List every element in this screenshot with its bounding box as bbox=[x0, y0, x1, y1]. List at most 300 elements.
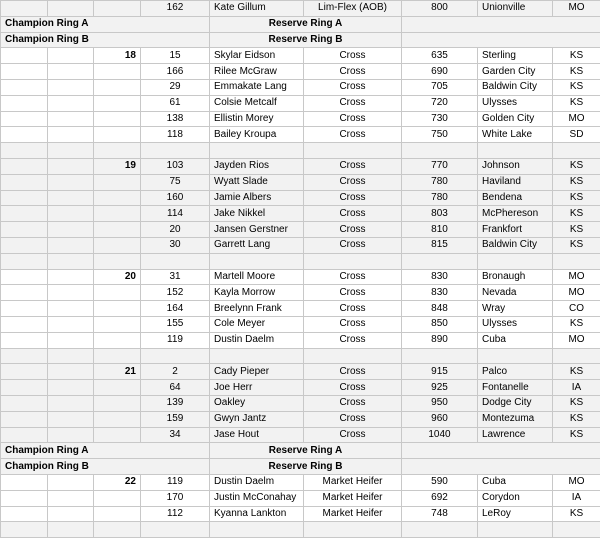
table-row bbox=[1, 79, 600, 95]
exhibitor-name: Kyanna Lankton bbox=[210, 506, 304, 522]
empty-cell bbox=[1, 222, 48, 238]
empty-cell bbox=[1, 490, 48, 506]
entry-number: 139 bbox=[141, 395, 210, 411]
breed: Cross bbox=[304, 427, 402, 443]
breed: Cross bbox=[304, 285, 402, 301]
weight: 830 bbox=[402, 285, 478, 301]
empty-cell bbox=[48, 237, 94, 253]
class-number: 22 bbox=[94, 474, 141, 490]
class-number bbox=[94, 174, 141, 190]
exhibitor-name: Garrett Lang bbox=[210, 237, 304, 253]
entry-number: 64 bbox=[141, 380, 210, 396]
empty-cell bbox=[48, 143, 94, 159]
entry-number: 159 bbox=[141, 411, 210, 427]
empty-cell bbox=[94, 348, 141, 364]
class-number: 21 bbox=[94, 364, 141, 380]
empty-cell bbox=[1, 506, 48, 522]
state: MO bbox=[553, 332, 600, 348]
reserve-ring-label: Reserve Ring A bbox=[210, 443, 402, 459]
breed: Cross bbox=[304, 127, 402, 143]
class-number bbox=[94, 222, 141, 238]
weight: 780 bbox=[402, 190, 478, 206]
state: KS bbox=[553, 48, 600, 64]
empty-cell bbox=[1, 158, 48, 174]
empty-cell bbox=[48, 316, 94, 332]
empty-cell bbox=[48, 48, 94, 64]
state: KS bbox=[553, 506, 600, 522]
city: Frankfort bbox=[478, 222, 553, 238]
champion-ring-label: Champion Ring A bbox=[1, 16, 210, 32]
empty-cell bbox=[1, 206, 48, 222]
entry-number: 34 bbox=[141, 427, 210, 443]
weight: 730 bbox=[402, 111, 478, 127]
entry-number: 114 bbox=[141, 206, 210, 222]
weight: 890 bbox=[402, 332, 478, 348]
state: KS bbox=[553, 79, 600, 95]
empty-cell bbox=[478, 143, 553, 159]
empty-cell bbox=[1, 427, 48, 443]
breed: Cross bbox=[304, 48, 402, 64]
entry-number: 155 bbox=[141, 316, 210, 332]
empty-cell bbox=[1, 48, 48, 64]
spacer-row bbox=[1, 522, 600, 538]
empty-cell bbox=[94, 522, 141, 538]
weight: 690 bbox=[402, 64, 478, 80]
class-number: 19 bbox=[94, 158, 141, 174]
empty-cell bbox=[553, 522, 600, 538]
class-number bbox=[94, 190, 141, 206]
empty-cell bbox=[1, 143, 48, 159]
empty-cell bbox=[48, 332, 94, 348]
weight: 950 bbox=[402, 395, 478, 411]
breed: Market Heifer bbox=[304, 490, 402, 506]
table-row bbox=[1, 111, 600, 127]
table-row bbox=[1, 395, 600, 411]
empty-cell bbox=[1, 64, 48, 80]
breed: Lim-Flex (AOB) bbox=[304, 1, 402, 17]
empty-cell bbox=[48, 111, 94, 127]
empty-cell bbox=[48, 253, 94, 269]
empty-cell bbox=[210, 348, 304, 364]
weight: 803 bbox=[402, 206, 478, 222]
breed: Cross bbox=[304, 190, 402, 206]
empty-cell bbox=[210, 253, 304, 269]
weight: 635 bbox=[402, 48, 478, 64]
exhibitor-name: Skylar Eidson bbox=[210, 48, 304, 64]
empty-cell bbox=[48, 411, 94, 427]
table-row bbox=[1, 364, 600, 380]
empty-cell bbox=[94, 253, 141, 269]
empty-cell bbox=[48, 364, 94, 380]
city: Johnson bbox=[478, 158, 553, 174]
empty-cell bbox=[141, 143, 210, 159]
breed: Cross bbox=[304, 395, 402, 411]
state: KS bbox=[553, 190, 600, 206]
table-row bbox=[1, 474, 600, 490]
class-number bbox=[94, 1, 141, 17]
empty-cell bbox=[304, 253, 402, 269]
empty-cell bbox=[1, 380, 48, 396]
exhibitor-name: Jamie Albers bbox=[210, 190, 304, 206]
table-row bbox=[1, 174, 600, 190]
exhibitor-name: Kate Gillum bbox=[210, 1, 304, 17]
empty-cell bbox=[402, 459, 600, 475]
weight: 770 bbox=[402, 158, 478, 174]
empty-cell bbox=[48, 190, 94, 206]
spacer-row bbox=[1, 253, 600, 269]
empty-cell bbox=[1, 174, 48, 190]
empty-cell bbox=[1, 1, 48, 17]
empty-cell bbox=[48, 522, 94, 538]
weight: 815 bbox=[402, 237, 478, 253]
city: LeRoy bbox=[478, 506, 553, 522]
breed: Cross bbox=[304, 158, 402, 174]
table-row bbox=[1, 301, 600, 317]
champion-ring-label: Champion Ring A bbox=[1, 443, 210, 459]
empty-cell bbox=[48, 269, 94, 285]
table-row bbox=[1, 48, 600, 64]
city: Corydon bbox=[478, 490, 553, 506]
table-row bbox=[1, 380, 600, 396]
table-row bbox=[1, 316, 600, 332]
exhibitor-name: Dustin Daelm bbox=[210, 474, 304, 490]
city: McPhereson bbox=[478, 206, 553, 222]
empty-cell bbox=[1, 522, 48, 538]
breed: Cross bbox=[304, 111, 402, 127]
state: KS bbox=[553, 427, 600, 443]
empty-cell bbox=[1, 190, 48, 206]
spacer-row bbox=[1, 348, 600, 364]
entry-number: 30 bbox=[141, 237, 210, 253]
empty-cell bbox=[141, 522, 210, 538]
weight: 692 bbox=[402, 490, 478, 506]
empty-cell bbox=[141, 253, 210, 269]
table-row bbox=[1, 190, 600, 206]
empty-cell bbox=[48, 64, 94, 80]
weight: 960 bbox=[402, 411, 478, 427]
empty-cell bbox=[402, 32, 600, 48]
ring-row bbox=[1, 443, 600, 459]
empty-cell bbox=[48, 490, 94, 506]
exhibitor-name: Emmakate Lang bbox=[210, 79, 304, 95]
table-row bbox=[1, 269, 600, 285]
exhibitor-name: Jayden Rios bbox=[210, 158, 304, 174]
exhibitor-name: Wyatt Slade bbox=[210, 174, 304, 190]
empty-cell bbox=[402, 348, 478, 364]
city: Palco bbox=[478, 364, 553, 380]
class-number bbox=[94, 301, 141, 317]
empty-cell bbox=[304, 522, 402, 538]
state: CO bbox=[553, 301, 600, 317]
exhibitor-name: Cole Meyer bbox=[210, 316, 304, 332]
entry-number: 160 bbox=[141, 190, 210, 206]
state: MO bbox=[553, 269, 600, 285]
empty-cell bbox=[1, 237, 48, 253]
state: KS bbox=[553, 411, 600, 427]
empty-cell bbox=[210, 143, 304, 159]
empty-cell bbox=[402, 16, 600, 32]
breed: Cross bbox=[304, 64, 402, 80]
weight: 810 bbox=[402, 222, 478, 238]
breed: Cross bbox=[304, 380, 402, 396]
entry-number: 31 bbox=[141, 269, 210, 285]
empty-cell bbox=[48, 1, 94, 17]
class-number bbox=[94, 380, 141, 396]
ring-row bbox=[1, 459, 600, 475]
exhibitor-name: Rilee McGraw bbox=[210, 64, 304, 80]
entry-number: 2 bbox=[141, 364, 210, 380]
empty-cell bbox=[402, 143, 478, 159]
class-number bbox=[94, 79, 141, 95]
ring-row bbox=[1, 16, 600, 32]
breed: Cross bbox=[304, 269, 402, 285]
city: Ulysses bbox=[478, 316, 553, 332]
empty-cell bbox=[48, 222, 94, 238]
city: White Lake bbox=[478, 127, 553, 143]
city: Bendena bbox=[478, 190, 553, 206]
exhibitor-name: Cady Pieper bbox=[210, 364, 304, 380]
breed: Market Heifer bbox=[304, 474, 402, 490]
empty-cell bbox=[553, 253, 600, 269]
state: KS bbox=[553, 174, 600, 190]
breed: Cross bbox=[304, 316, 402, 332]
champion-ring-label: Champion Ring B bbox=[1, 32, 210, 48]
state: KS bbox=[553, 395, 600, 411]
empty-cell bbox=[1, 348, 48, 364]
exhibitor-name: Ellistin Morey bbox=[210, 111, 304, 127]
state: MO bbox=[553, 1, 600, 17]
class-number bbox=[94, 285, 141, 301]
table-row bbox=[1, 64, 600, 80]
table-row bbox=[1, 332, 600, 348]
reserve-ring-label: Reserve Ring B bbox=[210, 459, 402, 475]
empty-cell bbox=[1, 301, 48, 317]
empty-cell bbox=[478, 253, 553, 269]
exhibitor-name: Jansen Gerstner bbox=[210, 222, 304, 238]
empty-cell bbox=[48, 395, 94, 411]
entry-number: 170 bbox=[141, 490, 210, 506]
weight: 720 bbox=[402, 95, 478, 111]
table-row bbox=[1, 506, 600, 522]
state: KS bbox=[553, 364, 600, 380]
class-number bbox=[94, 411, 141, 427]
empty-cell bbox=[1, 79, 48, 95]
class-number bbox=[94, 206, 141, 222]
table-row bbox=[1, 127, 600, 143]
empty-cell bbox=[48, 427, 94, 443]
empty-cell bbox=[48, 174, 94, 190]
table-row bbox=[1, 285, 600, 301]
reserve-ring-label: Reserve Ring B bbox=[210, 32, 402, 48]
state: IA bbox=[553, 380, 600, 396]
weight: 925 bbox=[402, 380, 478, 396]
empty-cell bbox=[48, 301, 94, 317]
entry-number: 15 bbox=[141, 48, 210, 64]
empty-cell bbox=[402, 253, 478, 269]
empty-cell bbox=[48, 474, 94, 490]
empty-cell bbox=[1, 253, 48, 269]
empty-cell bbox=[48, 79, 94, 95]
city: Montezuma bbox=[478, 411, 553, 427]
state: KS bbox=[553, 222, 600, 238]
empty-cell bbox=[48, 158, 94, 174]
weight: 750 bbox=[402, 127, 478, 143]
state: KS bbox=[553, 206, 600, 222]
breed: Cross bbox=[304, 364, 402, 380]
empty-cell bbox=[1, 269, 48, 285]
exhibitor-name: Gwyn Jantz bbox=[210, 411, 304, 427]
table-row bbox=[1, 206, 600, 222]
state: KS bbox=[553, 237, 600, 253]
exhibitor-name: Colsie Metcalf bbox=[210, 95, 304, 111]
class-number bbox=[94, 506, 141, 522]
exhibitor-name: Bailey Kroupa bbox=[210, 127, 304, 143]
breed: Cross bbox=[304, 222, 402, 238]
empty-cell bbox=[48, 95, 94, 111]
table-row bbox=[1, 95, 600, 111]
weight: 800 bbox=[402, 1, 478, 17]
breed: Cross bbox=[304, 301, 402, 317]
class-number bbox=[94, 427, 141, 443]
empty-cell bbox=[48, 506, 94, 522]
state: KS bbox=[553, 64, 600, 80]
breed: Cross bbox=[304, 206, 402, 222]
entry-number: 164 bbox=[141, 301, 210, 317]
entry-number: 119 bbox=[141, 332, 210, 348]
city: Wray bbox=[478, 301, 553, 317]
weight: 1040 bbox=[402, 427, 478, 443]
empty-cell bbox=[48, 380, 94, 396]
empty-cell bbox=[478, 522, 553, 538]
reserve-ring-label: Reserve Ring A bbox=[210, 16, 402, 32]
city: Baldwin City bbox=[478, 79, 553, 95]
class-number bbox=[94, 237, 141, 253]
entry-number: 29 bbox=[141, 79, 210, 95]
table-row bbox=[1, 158, 600, 174]
class-number: 20 bbox=[94, 269, 141, 285]
empty-cell bbox=[478, 348, 553, 364]
empty-cell bbox=[210, 522, 304, 538]
empty-cell bbox=[1, 364, 48, 380]
state: MO bbox=[553, 474, 600, 490]
table-row bbox=[1, 237, 600, 253]
empty-cell bbox=[553, 143, 600, 159]
weight: 590 bbox=[402, 474, 478, 490]
breed: Cross bbox=[304, 237, 402, 253]
entry-number: 75 bbox=[141, 174, 210, 190]
class-number bbox=[94, 64, 141, 80]
class-number bbox=[94, 127, 141, 143]
empty-cell bbox=[304, 143, 402, 159]
entry-number: 61 bbox=[141, 95, 210, 111]
ring-row bbox=[1, 32, 600, 48]
empty-cell bbox=[402, 522, 478, 538]
weight: 848 bbox=[402, 301, 478, 317]
empty-cell bbox=[402, 443, 600, 459]
empty-cell bbox=[1, 95, 48, 111]
exhibitor-name: Jase Hout bbox=[210, 427, 304, 443]
champion-ring-label: Champion Ring B bbox=[1, 459, 210, 475]
exhibitor-name: Kayla Morrow bbox=[210, 285, 304, 301]
entry-number: 103 bbox=[141, 158, 210, 174]
city: Baldwin City bbox=[478, 237, 553, 253]
empty-cell bbox=[1, 395, 48, 411]
entry-number: 118 bbox=[141, 127, 210, 143]
empty-cell bbox=[304, 348, 402, 364]
city: Dodge City bbox=[478, 395, 553, 411]
city: Golden City bbox=[478, 111, 553, 127]
exhibitor-name: Jake Nikkel bbox=[210, 206, 304, 222]
exhibitor-name: Martell Moore bbox=[210, 269, 304, 285]
empty-cell bbox=[48, 348, 94, 364]
breed: Cross bbox=[304, 174, 402, 190]
city: Ulysses bbox=[478, 95, 553, 111]
class-number bbox=[94, 111, 141, 127]
spacer-row bbox=[1, 143, 600, 159]
city: Cuba bbox=[478, 474, 553, 490]
weight: 850 bbox=[402, 316, 478, 332]
city: Haviland bbox=[478, 174, 553, 190]
breed: Cross bbox=[304, 332, 402, 348]
class-number bbox=[94, 395, 141, 411]
state: KS bbox=[553, 158, 600, 174]
empty-cell bbox=[1, 474, 48, 490]
class-number bbox=[94, 316, 141, 332]
state: IA bbox=[553, 490, 600, 506]
empty-cell bbox=[1, 127, 48, 143]
exhibitor-name: Joe Herr bbox=[210, 380, 304, 396]
entry-number: 166 bbox=[141, 64, 210, 80]
class-number bbox=[94, 95, 141, 111]
class-number: 18 bbox=[94, 48, 141, 64]
entry-number: 152 bbox=[141, 285, 210, 301]
weight: 705 bbox=[402, 79, 478, 95]
entry-number: 119 bbox=[141, 474, 210, 490]
empty-cell bbox=[48, 127, 94, 143]
empty-cell bbox=[1, 316, 48, 332]
weight: 748 bbox=[402, 506, 478, 522]
empty-cell bbox=[48, 206, 94, 222]
table-row bbox=[1, 490, 600, 506]
entry-number: 112 bbox=[141, 506, 210, 522]
weight: 830 bbox=[402, 269, 478, 285]
city: Fontanelle bbox=[478, 380, 553, 396]
entry-number: 162 bbox=[141, 1, 210, 17]
city: Nevada bbox=[478, 285, 553, 301]
weight: 915 bbox=[402, 364, 478, 380]
state: MO bbox=[553, 111, 600, 127]
state: SD bbox=[553, 127, 600, 143]
entry-number: 20 bbox=[141, 222, 210, 238]
empty-cell bbox=[1, 332, 48, 348]
empty-cell bbox=[94, 143, 141, 159]
city: Lawrence bbox=[478, 427, 553, 443]
city: Garden City bbox=[478, 64, 553, 80]
city: Bronaugh bbox=[478, 269, 553, 285]
table-row bbox=[1, 222, 600, 238]
city: Sterling bbox=[478, 48, 553, 64]
exhibitor-name: Oakley bbox=[210, 395, 304, 411]
entry-number: 138 bbox=[141, 111, 210, 127]
state: MO bbox=[553, 285, 600, 301]
exhibitor-name: Breelynn Frank bbox=[210, 301, 304, 317]
weight: 780 bbox=[402, 174, 478, 190]
empty-cell bbox=[48, 285, 94, 301]
empty-cell bbox=[553, 348, 600, 364]
table-row bbox=[1, 1, 600, 17]
table-row bbox=[1, 427, 600, 443]
empty-cell bbox=[1, 411, 48, 427]
